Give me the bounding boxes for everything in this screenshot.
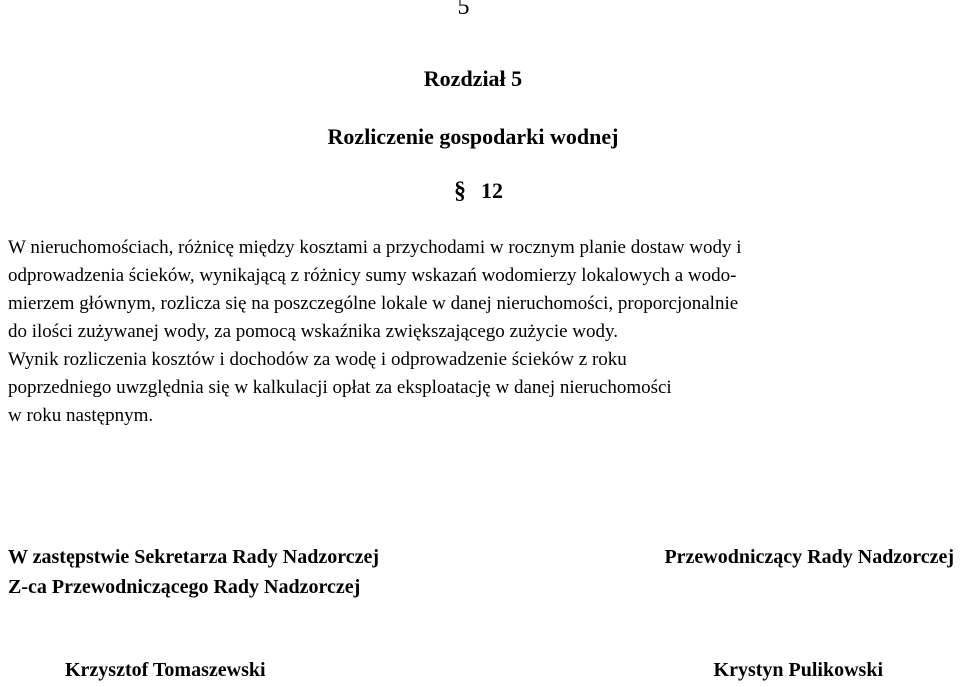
page-number: 5 xyxy=(457,0,470,20)
body-line-3: mierzem głównym, rozlicza się na poszczególne lokale w danej nieruchomości, proporcjonalnie xyxy=(8,293,739,314)
body-line-5: Wynik rozliczenia kosztów i dochodów za wodę i odprowadzenie ścieków z roku xyxy=(8,349,627,370)
signature-left-role-line-2: Z-ca Przewodniczącego Rady Nadzorczej xyxy=(8,576,361,598)
chapter-title: Rozliczenie gospodarki wodnej xyxy=(327,124,619,149)
body-line-6: poprzedniego uwzględnia się w kalkulacji opłat za eksploatację w danej nieruchomości xyxy=(8,377,672,398)
body-line-2: odprowadzenia ścieków, wynikającą z różnicy sumy wskazań wodomierzy lokalowych a wodo- xyxy=(8,265,737,286)
signature-left-name: Krzysztof Tomaszewski xyxy=(65,659,266,681)
signature-right-role: Przewodniczący Rady Nadzorczej xyxy=(664,546,954,568)
section-heading xyxy=(454,178,503,205)
signature-right-name: Krystyn Pulikowski xyxy=(713,659,883,681)
body-line-1: W nieruchomościach, różnicę między kosztami a przychodami w rocznym planie dostaw wody i xyxy=(8,237,742,258)
section-symbol: § xyxy=(454,178,466,204)
section-number: 12 xyxy=(481,178,503,203)
body-line-4: do ilości zużywanej wody, za pomocą wskaźnika zwiększającego zużycie wody. xyxy=(8,321,619,342)
signature-left-role-line-1: W zastępstwie Sekretarza Rady Nadzorczej xyxy=(8,546,380,568)
body-line-7: w roku następnym. xyxy=(8,405,154,426)
chapter-number: Rozdział 5 xyxy=(423,66,523,91)
